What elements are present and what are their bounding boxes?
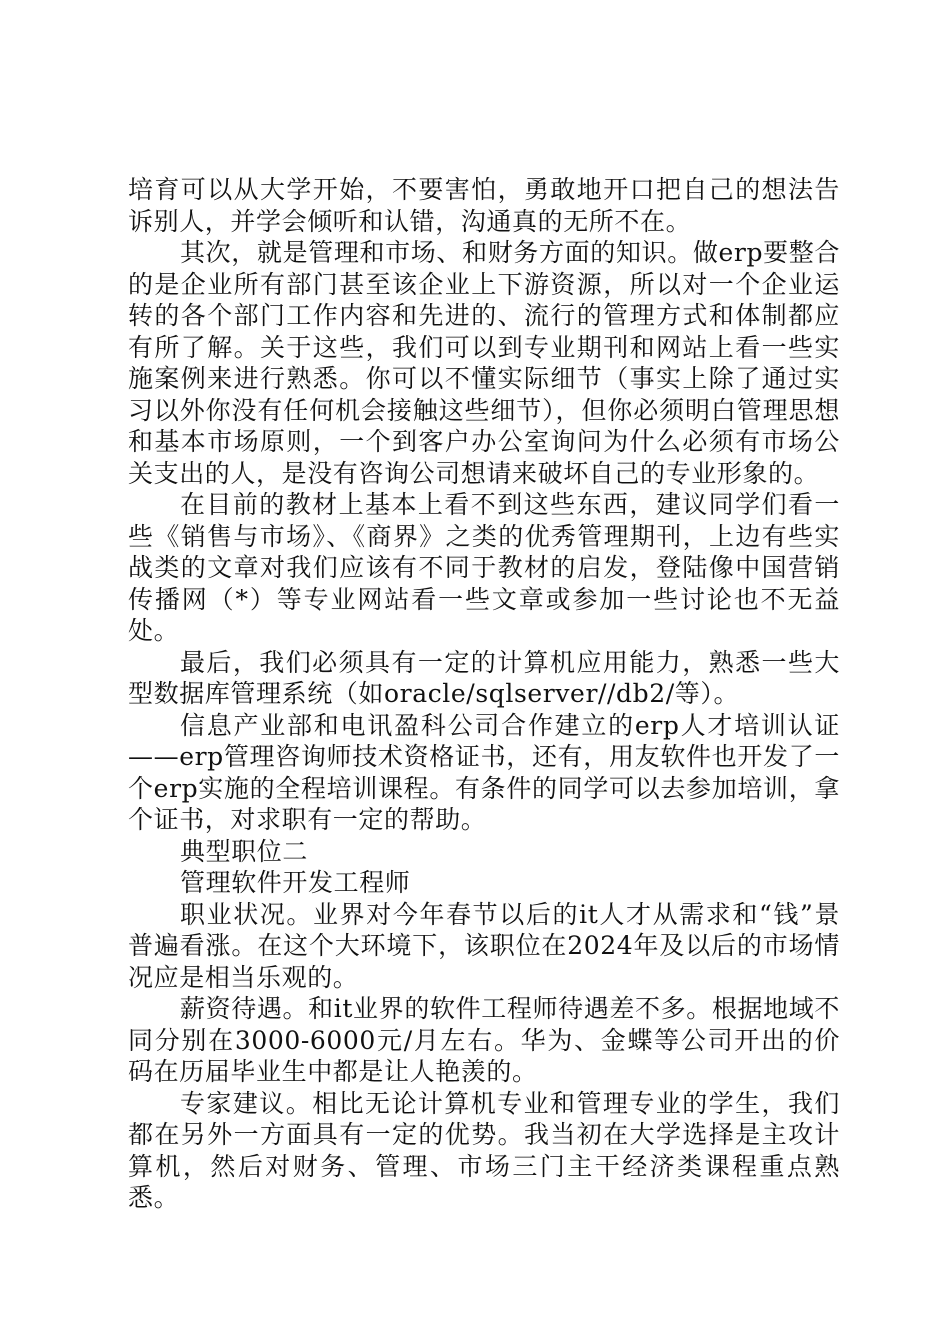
paragraph-3: 在目前的教材上基本上看不到这些东西，建议同学们看一些《销售与市场》、《商界》之类的优秀管理期刊，上边有些实战类的文章对我们应该有不同于教材的启发，登陆像中国营销传播网（*）等专业网站看一些文章或参加一些讨论也不无益处。 (128, 490, 840, 645)
paragraph-expert-advice: 专家建议。相比无论计算机专业和管理专业的学生，我们都在另外一方面具有一定的优势。我当初在大学选择是主攻计算机，然后对财务、管理、市场三门主干经济类课程重点熟悉。 (128, 1088, 840, 1212)
paragraph-4: 最后，我们必须具有一定的计算机应用能力，熟悉一些大型数据库管理系统（如oracle/sqlserver//db2/等）。 (128, 647, 840, 708)
paragraph-2: 其次，就是管理和市场、和财务方面的知识。做erp要整合的是企业所有部门甚至该企业上下游资源，所以对一个企业运转的各个部门工作内容和先进的、流行的管理方式和体制都应有所了解。关于这些，我们可以到专业期刊和网站上看一些实施案例来进行熟悉。你可以不懂实际细节（事实上除了通过实习以外你没有任何机会接触这些细节），但你必须明白管理思想和基本市场原则，一个到客户办公室询问为什么必须有市场公关支出的人，是没有咨询公司想请来破坏自己的专业形象的。 (128, 238, 840, 488)
job-title: 管理软件开发工程师 (180, 868, 411, 897)
section-heading: 典型职位二 (180, 836, 309, 866)
paragraph-5: 信息产业部和电讯盈科公司合作建立的erp人才培训认证——erp管理咨询师技术资格证书，还有，用友软件也开发了一个erp实施的全程培训课程。有条件的同学可以去参加培训，拿个证书，对求职有一定的帮助。 (128, 710, 840, 834)
paragraph-salary: 薪资待遇。和it业界的软件工程师待遇差不多。根据地域不同分别在3000-6000元/月左右。华为、金蝶等公司开出的价码在历届毕业生中都是让人艳羡的。 (128, 994, 840, 1086)
paragraph-career-status: 职业状况。业界对今年春节以后的it人才从需求和“钱”景普遍看涨。在这个大环境下，该职位在2024年及以后的市场情况应是相当乐观的。 (128, 899, 840, 992)
paragraph-1: 培育可以从大学开始，不要害怕，勇敢地开口把自己的想法告诉别人，并学会倾听和认错，沟通真的无所不在。 (128, 175, 840, 236)
document-body (128, 174, 840, 1214)
